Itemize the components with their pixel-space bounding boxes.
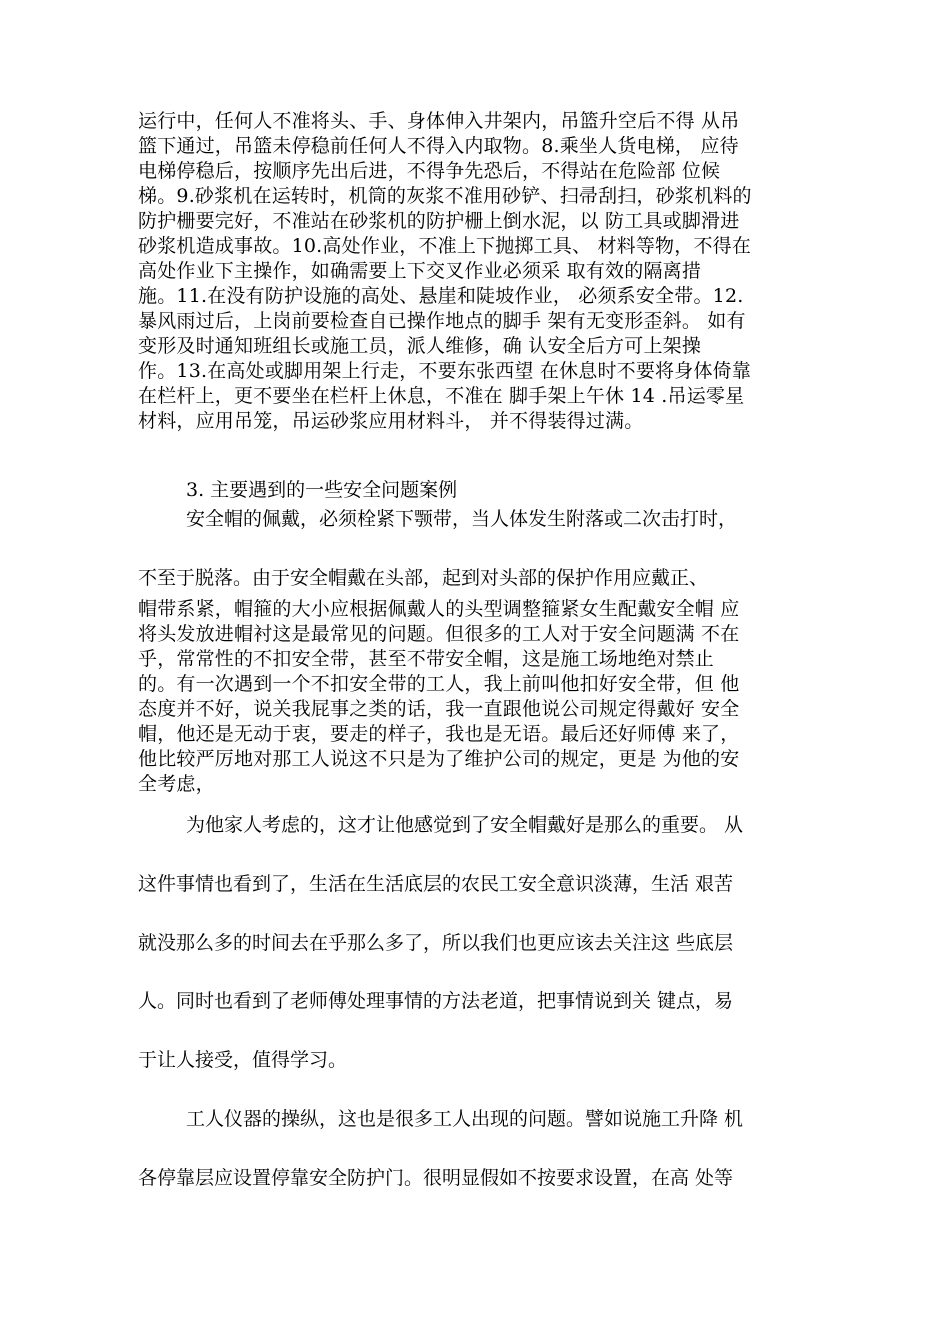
paragraph-first-line: 为他家人考虑的，这才让他感觉到了安全帽戴好是那么的重要。 从 (186, 814, 744, 836)
text-line: 帽带系紧，帽箍的大小应根据佩戴人的头型调整箍紧女生配戴安全帽 应 (138, 598, 740, 620)
text-line: 电梯停稳后，按顺序先出后进，不得争先恐后，不得站在危险部 位候 (138, 160, 721, 182)
paragraph-line: 于让人接受，值得学习。 (138, 1049, 348, 1071)
text-line: 高处作业下主操作，如确需要上下交叉作业必须采 取有效的隔离措 (138, 260, 702, 282)
text-line: 暴风雨过后，上岗前要检查自已操作地点的脚手 架有无变形歪斜。 如有 (138, 310, 746, 332)
paragraph-first-line: 工人仪器的操纵，这也是很多工人出现的问题。譬如说施工升降 机 (186, 1108, 744, 1130)
text-line: 砂浆机造成事故。10.高处作业，不准上下抛掷工具、 材料等物，不得在 (138, 235, 752, 257)
paragraph-line: 各停靠层应设置停靠安全防护门。很明显假如不按要求设置，在高 处等 (138, 1167, 734, 1189)
text-line: 乎，常常性的不扣安全带，甚至不带安全帽，这是施工场地绝对禁止 (138, 648, 715, 670)
paragraph-line: 这件事情也看到了，生活在生活底层的农民工安全意识淡薄，生活 艰苦 (138, 873, 734, 895)
paragraph-first-line: 安全帽的佩戴，必须栓紧下颚带，当人体发生附落或二次击打时， (186, 508, 738, 530)
paragraph-line: 不至于脱落。由于安全帽戴在头部，起到对头部的保护作用应戴正、 (138, 567, 709, 589)
text-line: 作。13.在高处或脚用架上行走，不要东张西望 在休息时不要将身体倚靠 (138, 360, 752, 382)
text-line: 在栏杆上，更不要坐在栏杆上休息，不准在 脚手架上午休 14 .吊运零星 (138, 385, 745, 407)
text-line: 施。11.在没有防护设施的高处、悬崖和陡坡作业， 必须系安全带。12. (138, 285, 744, 307)
text-line: 运行中，任何人不准将头、手、身体伸入井架内，吊篮升空后不得 从吊 (138, 110, 740, 132)
text-line: 梯。9.砂浆机在运转时，机筒的灰浆不准用砂铲、扫帚刮扫，砂浆机料的 (138, 185, 752, 207)
text-line: 的。有一次遇到一个不扣安全带的工人，我上前叫他扣好安全带，但 他 (138, 673, 740, 695)
text-line: 篮下通过，吊篮未停稳前任何人不得入内取物。8.乘坐人货电梯， 应待 (138, 135, 739, 157)
regulations-paragraph (138, 109, 828, 434)
paragraph-line: 就没那么多的时间去在乎那么多了，所以我们也更应该去关注这 些底层 (138, 932, 734, 954)
paragraph-line: 人。同时也看到了老师傅处理事情的方法老道，把事情说到关 键点，易 (138, 990, 734, 1012)
text-line: 全考虑， (138, 773, 215, 795)
text-line: 将头发放进帽衬这是最常见的问题。但很多的工人对于安全问题满 不在 (138, 623, 740, 645)
section-heading: 3. 主要遇到的一些安全问题案例 (186, 479, 458, 501)
text-line: 材料，应用吊笼，吊运砂浆应用材料斗， 并不得装得过满。 (138, 410, 644, 432)
text-line: 他比较严厉地对那工人说这不只是为了维护公司的规定，更是 为他的安 (138, 748, 740, 770)
text-line: 防护栅要完好，不准站在砂浆机的防护栅上倒水泥，以 防工具或脚滑进 (138, 210, 740, 232)
text-line: 态度并不好，说关我屁事之类的话，我一直跟他说公司规定得戴好 安全 (138, 698, 740, 720)
text-line: 帽，他还是无动于衷，要走的样子，我也是无语。最后还好师傅 来了， (138, 723, 740, 745)
helmet-paragraph (138, 597, 828, 797)
text-line: 变形及时通知班组长或施工员，派人维修，确 认安全后方可上架操 (138, 335, 702, 357)
